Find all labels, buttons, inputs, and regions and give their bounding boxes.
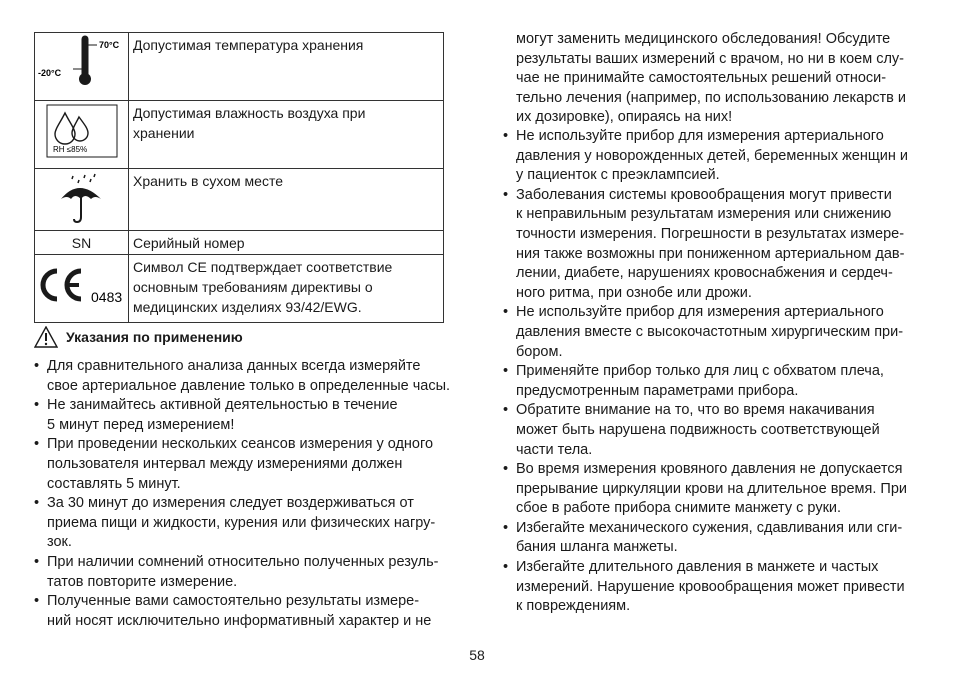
list-item: • Заболевания системы кровообращения могут привести к неправильным результатам измерения или снижению точности измерения. Погрешности в результатах измере- ния также возможны при пониженном артериальном дав- лении, диабете, нарушениях кровоснабжения и сердеч- ного ритма, при ознобе или дрожи. — [503, 186, 928, 304]
list-item: • Для сравнительного анализа данных всегда измеряйте свое артериальное давление только в определенные часы. — [34, 357, 464, 396]
right-bullet-list — [503, 127, 928, 617]
list-item: • Не используйте прибор для измерения артериального давления вместе с высокочастотным хирургическим при- бором. — [503, 303, 928, 362]
temp-max-label: 70°C — [99, 40, 120, 50]
section-heading — [34, 326, 243, 348]
symbol-row — [35, 231, 444, 255]
humidity-drops-icon — [35, 101, 128, 163]
symbols-table — [34, 32, 444, 323]
page-number: 58 — [469, 647, 485, 663]
list-item: • Избегайте длительного давления в манжете и частых измерений. Нарушение кровообращения может привести к повреждениям. — [503, 558, 928, 617]
list-item: • Избегайте механического сужения, сдавливания или сги- бания шланга манжеты. — [503, 519, 928, 558]
umbrella-rain-icon — [35, 169, 128, 225]
list-item: • При проведении нескольких сеансов измерения у одного пользователя интервал между измерениями должен составлять 5 минут. — [34, 435, 464, 494]
list-item: • Не используйте прибор для измерения артериального давления у новорожденных детей, беременных женщин и у пациенток с преэклампсией. — [503, 127, 928, 186]
temp-min-label: -20°C — [38, 68, 62, 78]
ce-mark-icon — [35, 255, 128, 317]
humidity-label: RH ≤85% — [53, 145, 88, 154]
symbol-description: Допустимая температура хранения — [129, 33, 444, 101]
sn-label: SN — [35, 231, 129, 255]
symbol-description: Допустимая влажность воздуха при хранении — [129, 101, 444, 169]
symbol-description: Символ CE подтверждает соответствие основным требованиям директивы о медицинских изделиях 93/42/EWG. — [129, 255, 444, 323]
symbol-row — [35, 255, 444, 323]
list-item: • Обратите внимание на то, что во время накачивания может быть нарушена подвижность соответствующей части тела. — [503, 401, 928, 460]
symbol-cell — [35, 101, 129, 169]
thermometer-icon — [35, 33, 128, 95]
list-item: • При наличии сомнений относительно полученных резуль- татов повторите измерение. — [34, 553, 464, 592]
ce-number: 0483 — [91, 289, 123, 305]
list-item: • Во время измерения кровяного давления не допускается прерывание циркуляции крови на длительное время. При сбое в работе прибора снимите манжету с руки. — [503, 460, 928, 519]
list-item: • Полученные вами самостоятельно результаты измере- ний носят исключительно информативный характер и не — [34, 592, 464, 631]
symbol-row — [35, 33, 444, 101]
list-item: • За 30 минут до измерения следует воздерживаться от приема пищи и жидкости, курения или физических нагру- зок. — [34, 494, 464, 553]
symbol-cell — [35, 255, 129, 323]
symbol-description: Серийный номер — [129, 231, 444, 255]
list-item: • Не занимайтесь активной деятельностью в течение 5 минут перед измерением! — [34, 396, 464, 435]
section-title: Указания по применению — [66, 329, 243, 345]
symbol-cell — [35, 169, 129, 231]
symbol-cell — [35, 33, 129, 101]
symbol-row — [35, 101, 444, 169]
list-item: • Применяйте прибор только для лиц с обхватом плеча, предусмотренным параметрами прибора. — [503, 362, 928, 401]
symbol-description: Хранить в сухом месте — [129, 169, 444, 231]
left-bullet-list — [34, 357, 464, 631]
symbol-row — [35, 169, 444, 231]
continuation-paragraph: могут заменить медицинского обследования! Обсудите результаты ваших измерений с врачом, но ни в коем слу- чае не принимайте самостоятельных решений относи- тельно лечения (например, по использованию лекарств и их дозировке), опираясь на них! — [516, 31, 907, 126]
warning-triangle-icon — [34, 326, 58, 348]
